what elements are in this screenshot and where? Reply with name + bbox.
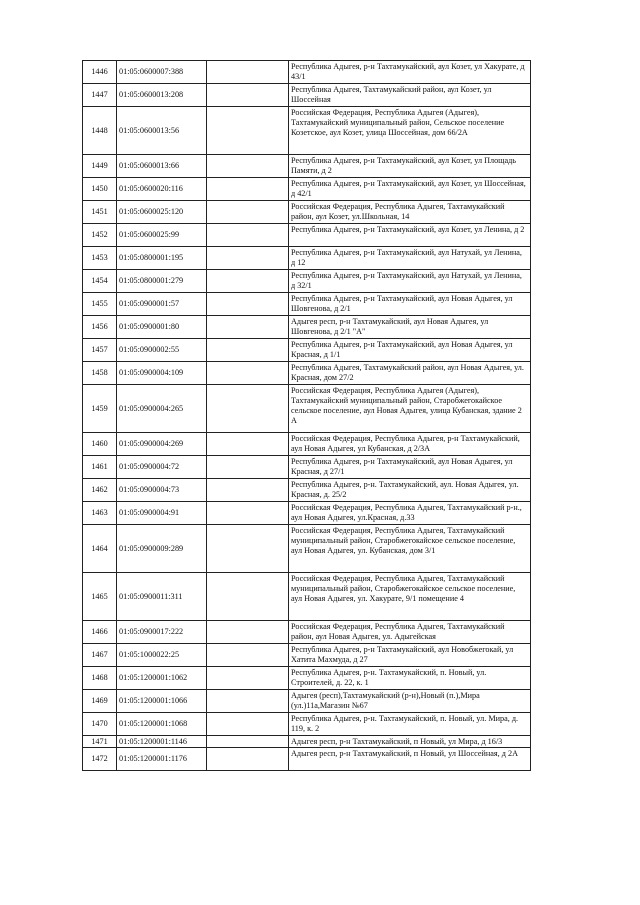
- row-number: 1451: [83, 201, 117, 224]
- empty-cell: [207, 270, 289, 293]
- empty-cell: [207, 479, 289, 502]
- address: Республика Адыгея, р-н Тахтамукайский, аул Козет, ул Шоссейная, д 42/1: [289, 178, 531, 201]
- cadastral-number: 01:05:0900004:109: [117, 362, 207, 385]
- table-row: [83, 644, 531, 667]
- address: Республика Адыгея, р-н Тахтамукайский, аул Козет, ул Ленина, д 2: [289, 224, 531, 247]
- row-number: 1449: [83, 155, 117, 178]
- cadastral-number: 01:05:0900004:72: [117, 456, 207, 479]
- cadastral-number: 01:05:0900009:289: [117, 525, 207, 573]
- empty-cell: [207, 339, 289, 362]
- row-number: 1454: [83, 270, 117, 293]
- empty-cell: [207, 667, 289, 690]
- empty-cell: [207, 690, 289, 713]
- row-number: 1468: [83, 667, 117, 690]
- cadastral-number: 01:05:1200001:1066: [117, 690, 207, 713]
- address: Российская Федерация, Республика Адыгея (Адыгея), Тахтамукайский муниципальный район, Старобжегокайское сельское поселение, аул Новая Адыгея, улица Кубанская, здание 2 А: [289, 385, 531, 433]
- row-number: 1472: [83, 748, 117, 771]
- table-row: [83, 61, 531, 84]
- table-row: [83, 316, 531, 339]
- address: Адыгея (респ),Тахтамукайский (р-н),Новый (п.),Мира (ул.)11а,Магазин №67: [289, 690, 531, 713]
- row-number: 1457: [83, 339, 117, 362]
- empty-cell: [207, 525, 289, 573]
- cadastral-table: [82, 60, 531, 771]
- cadastral-number: 01:05:0600025:99: [117, 224, 207, 247]
- table-row: [83, 247, 531, 270]
- address: Республика Адыгея, р-н Тахтамукайский, аул Натухай, ул Ленина, д 12: [289, 247, 531, 270]
- cadastral-number: 01:05:0600013:56: [117, 107, 207, 155]
- cadastral-number: 01:05:0900001:80: [117, 316, 207, 339]
- empty-cell: [207, 621, 289, 644]
- table-row: [83, 621, 531, 644]
- row-number: 1456: [83, 316, 117, 339]
- cadastral-number: 01:05:0900002:55: [117, 339, 207, 362]
- row-number: 1448: [83, 107, 117, 155]
- cadastral-number: 01:05:0600013:208: [117, 84, 207, 107]
- empty-cell: [207, 155, 289, 178]
- cadastral-number: 01:05:0800001:279: [117, 270, 207, 293]
- row-number: 1463: [83, 502, 117, 525]
- row-number: 1447: [83, 84, 117, 107]
- address: Российская Федерация, Республика Адыгея, Тахтамукайский муниципальный район, Старобжегокайское сельское поселение, аул Новая Адыгея, ул. Хакурате, 9/1 помещение 4: [289, 573, 531, 621]
- table-row: [83, 690, 531, 713]
- empty-cell: [207, 736, 289, 748]
- address: Республика Адыгея, р-н Тахтамукайский, аул Новобжегокай, ул Хатита Махмуда, д 27: [289, 644, 531, 667]
- empty-cell: [207, 748, 289, 771]
- address: Адыгея респ, р-н Тахтамукайский, п Новый, ул Шоссейная, д 2А: [289, 748, 531, 771]
- table-row: [83, 84, 531, 107]
- row-number: 1450: [83, 178, 117, 201]
- address: Адыгея респ, р-н Тахтамукайский, п Новый, ул Мира, д 16/3: [289, 736, 531, 748]
- table-body: [83, 61, 531, 771]
- cadastral-number: 01:05:0900011:311: [117, 573, 207, 621]
- cadastral-number: 01:05:1200001:1068: [117, 713, 207, 736]
- cadastral-number: 01:05:0900004:73: [117, 479, 207, 502]
- row-number: 1467: [83, 644, 117, 667]
- cadastral-number: 01:05:0600007:388: [117, 61, 207, 84]
- empty-cell: [207, 316, 289, 339]
- cadastral-number: 01:05:1200001:1146: [117, 736, 207, 748]
- row-number: 1462: [83, 479, 117, 502]
- table-row: [83, 736, 531, 748]
- address: Республика Адыгея, Тахтамукайский район, аул Козет, ул Шоссейная: [289, 84, 531, 107]
- cadastral-number: 01:05:0900004:91: [117, 502, 207, 525]
- cadastral-number: 01:05:1200001:1062: [117, 667, 207, 690]
- empty-cell: [207, 61, 289, 84]
- table-row: [83, 270, 531, 293]
- table-row: [83, 201, 531, 224]
- row-number: 1471: [83, 736, 117, 748]
- table-row: [83, 573, 531, 621]
- row-number: 1453: [83, 247, 117, 270]
- empty-cell: [207, 385, 289, 433]
- row-number: 1452: [83, 224, 117, 247]
- row-number: 1460: [83, 433, 117, 456]
- empty-cell: [207, 224, 289, 247]
- address: Республика Адыгея, Тахтамукайский район, аул Новая Адыгея, ул. Красная, дом 27/2: [289, 362, 531, 385]
- address: Республика Адыгея, р-н Тахтамукайский, аул Новая Адыгея, ул Красная, д 1/1: [289, 339, 531, 362]
- address: Российская Федерация, Республика Адыгея, Тахтамукайский район, аул Козет, ул.Школьная, 14: [289, 201, 531, 224]
- address: Российская Федерация, Республика Адыгея, Тахтамукайский район, аул Новая Адыгея, ул. Адыгейская: [289, 621, 531, 644]
- table-row: [83, 667, 531, 690]
- table-row: [83, 525, 531, 573]
- row-number: 1464: [83, 525, 117, 573]
- table-row: [83, 502, 531, 525]
- cadastral-number: 01:05:0900017:222: [117, 621, 207, 644]
- empty-cell: [207, 713, 289, 736]
- row-number: 1455: [83, 293, 117, 316]
- address: Республика Адыгея, р-н. Тахтамукайский, п. Новый, ул. Мира, д. 119, к. 2: [289, 713, 531, 736]
- table-row: [83, 385, 531, 433]
- row-number: 1469: [83, 690, 117, 713]
- empty-cell: [207, 107, 289, 155]
- table-row: [83, 713, 531, 736]
- table-row: [83, 155, 531, 178]
- row-number: 1446: [83, 61, 117, 84]
- cadastral-number: 01:05:0900001:57: [117, 293, 207, 316]
- address: Российская Федерация, Республика Адыгея (Адыгея), Тахтамукайский муниципальный район, Сельское поселение Козетское, аул Козет, улица Шоссейная, дом 66/2А: [289, 107, 531, 155]
- row-number: 1461: [83, 456, 117, 479]
- empty-cell: [207, 573, 289, 621]
- cadastral-number: 01:05:1000022:25: [117, 644, 207, 667]
- cadastral-number: 01:05:0600025:120: [117, 201, 207, 224]
- cadastral-number: 01:05:0800001:195: [117, 247, 207, 270]
- empty-cell: [207, 456, 289, 479]
- table-row: [83, 433, 531, 456]
- table-row: [83, 224, 531, 247]
- table-row: [83, 479, 531, 502]
- table-row: [83, 293, 531, 316]
- table-row: [83, 339, 531, 362]
- address: Республика Адыгея, р-н. Тахтамукайский, аул. Новая Адыгея, ул. Красная, д. 25/2: [289, 479, 531, 502]
- empty-cell: [207, 502, 289, 525]
- address: Республика Адыгея, р-н Тахтамукайский, аул Новая Адыгея, ул Красная, д 27/1: [289, 456, 531, 479]
- empty-cell: [207, 201, 289, 224]
- cadastral-number: 01:05:0900004:269: [117, 433, 207, 456]
- address: Республика Адыгея, р-н. Тахтамукайский, п. Новый, ул. Строителей, д. 22, к. 1: [289, 667, 531, 690]
- cadastral-number: 01:05:0900004:265: [117, 385, 207, 433]
- address: Российская Федерация, Республика Адыгея, Тахтамукайский р-н., аул Новая Адыгея, ул.Красная, д.33: [289, 502, 531, 525]
- empty-cell: [207, 644, 289, 667]
- table-row: [83, 748, 531, 771]
- empty-cell: [207, 433, 289, 456]
- table-row: [83, 456, 531, 479]
- row-number: 1470: [83, 713, 117, 736]
- address: Республика Адыгея, р-н Тахтамукайский, аул Натухай, ул Ленина, д 32/1: [289, 270, 531, 293]
- address: Республика Адыгея, р-н Тахтамукайский, аул Новая Адыгея, ул Шовгенова, д 2/1: [289, 293, 531, 316]
- address: Республика Адыгея, р-н Тахтамукайский, аул Козет, ул Хакурате, д 43/1: [289, 61, 531, 84]
- address: Российская Федерация, Республика Адыгея, р-н Тахтамукайский, аул Новая Адыгея, ул Кубанская, д 2/3А: [289, 433, 531, 456]
- row-number: 1466: [83, 621, 117, 644]
- table-row: [83, 178, 531, 201]
- empty-cell: [207, 84, 289, 107]
- empty-cell: [207, 178, 289, 201]
- row-number: 1459: [83, 385, 117, 433]
- address: Адыгея респ, р-н Тахтамукайский, аул Новая Адыгея, ул Шовгенова, д 2/1 "А": [289, 316, 531, 339]
- table-row: [83, 362, 531, 385]
- empty-cell: [207, 362, 289, 385]
- address: Российская Федерация, Республика Адыгея, Тахтамукайский муниципальный район, Старобжегокайское сельское поселение, аул Новая Адыгея, ул. Кубанская, дом 3/1: [289, 525, 531, 573]
- cadastral-number: 01:05:0600020:116: [117, 178, 207, 201]
- table-row: [83, 107, 531, 155]
- row-number: 1465: [83, 573, 117, 621]
- empty-cell: [207, 293, 289, 316]
- cadastral-number: 01:05:0600013:66: [117, 155, 207, 178]
- address: Республика Адыгея, р-н Тахтамукайский, аул Козет, ул Площадь Памяти, д 2: [289, 155, 531, 178]
- row-number: 1458: [83, 362, 117, 385]
- cadastral-number: 01:05:1200001:1176: [117, 748, 207, 771]
- empty-cell: [207, 247, 289, 270]
